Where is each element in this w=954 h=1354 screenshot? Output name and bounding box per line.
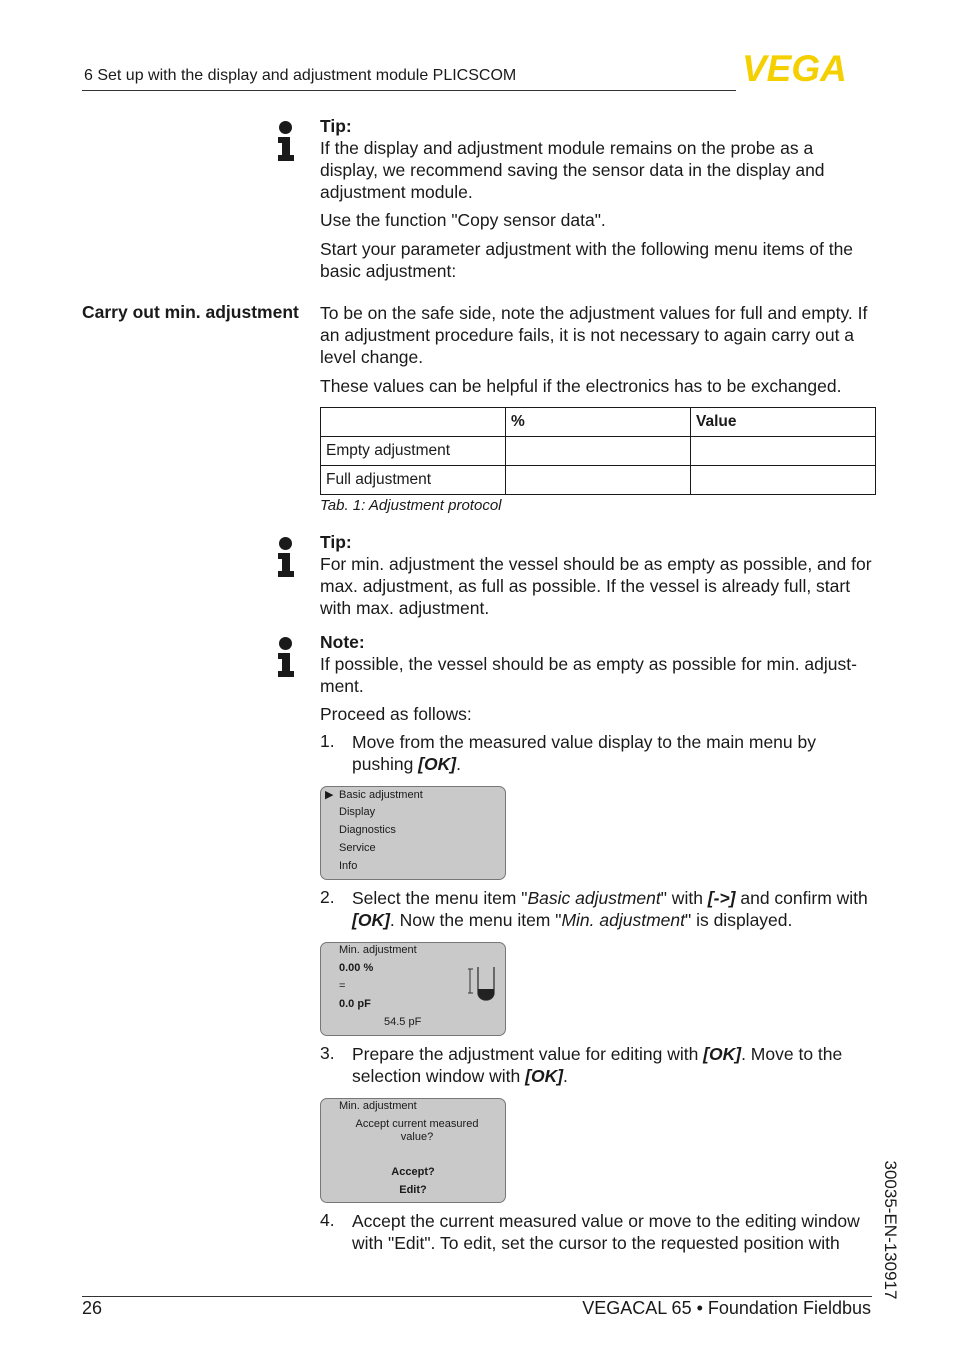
header-divider xyxy=(82,90,736,91)
lcd-accept-dialog xyxy=(320,1098,506,1203)
lcd-edit-option: Edit? xyxy=(399,1184,427,1196)
table-header-cell: Value xyxy=(691,408,876,437)
info-icon xyxy=(276,637,296,683)
vega-logo xyxy=(742,52,872,84)
lcd-menu-item: Basic adjustment xyxy=(339,789,423,801)
step-number: 4. xyxy=(320,1210,335,1230)
table-cell: Empty adjustment xyxy=(321,437,506,466)
tip-title: Tip: xyxy=(320,116,352,136)
lcd-menu-item: Service xyxy=(339,842,376,854)
table-header-cell xyxy=(321,408,506,437)
tip-text: For min. adjustment the vessel should be as empty as possible, and for max. adjustment, as full as possible. If the vessel is already full, start with max. adjustment. xyxy=(320,554,872,618)
tip-block-2 xyxy=(320,531,876,619)
lcd-menu-item: Diagnostics xyxy=(339,824,396,836)
lcd-percent-value: 0.00 % xyxy=(339,962,374,974)
footer-divider xyxy=(82,1296,872,1297)
tip-text: If the display and adjustment module remains on the probe as a display, we recommend saving the sensor data in the display and adjustment module. xyxy=(320,138,825,202)
side-label-min-adjustment: Carry out min. adjustment xyxy=(82,302,299,322)
proceed-text: Proceed as follows: xyxy=(320,704,472,724)
vessel-level-icon xyxy=(467,963,495,1003)
table-header-row xyxy=(321,408,876,437)
step-4-text: Accept the current measured value or move to the editing window with "Edit". To edit, set the cursor to the requested position with xyxy=(352,1211,860,1253)
menu-pointer-icon: ▶ xyxy=(325,789,334,801)
lcd-accept-option: Accept? xyxy=(391,1166,435,1178)
page-number: 26 xyxy=(82,1298,103,1318)
step-number: 3. xyxy=(320,1043,335,1063)
lcd-title: Min. adjustment xyxy=(339,1100,417,1112)
min-adjust-paragraph-1: To be on the safe side, note the adjustment values for full and empty. If an adjustment procedure fails, it is not necessary to again carry out a level change. xyxy=(320,303,868,367)
lcd-min-adjustment xyxy=(320,942,506,1036)
tip-title: Tip: xyxy=(320,532,352,552)
lcd-menu-item: Info xyxy=(339,860,358,872)
info-icon xyxy=(276,121,296,167)
table-cell xyxy=(506,437,691,466)
step-number: 1. xyxy=(320,731,335,751)
lcd-main-menu xyxy=(320,786,506,880)
table-header-cell: % xyxy=(506,408,691,437)
info-icon xyxy=(276,537,296,583)
adjustment-protocol-table xyxy=(320,407,876,495)
lcd-question: Accept current measured value? xyxy=(355,1118,479,1143)
lcd-pf-value: 0.0 pF xyxy=(339,998,371,1010)
note-title: Note: xyxy=(320,632,365,652)
lcd-menu-item: Display xyxy=(339,806,376,818)
table-cell xyxy=(691,466,876,495)
table-cell: Full adjustment xyxy=(321,466,506,495)
min-adjust-text xyxy=(320,302,876,397)
table-row xyxy=(321,466,876,495)
step-1-text: Move from the measured value display to the main menu by pushing [OK]. xyxy=(352,732,816,774)
section-header: 6 Set up with the display and adjustment module PLICSCOM xyxy=(84,67,517,84)
lcd-measured-value: 54.5 pF xyxy=(384,1016,422,1028)
step-3-text: Prepare the adjustment value for editing with [OK]. Move to the selection window with [OK]. xyxy=(352,1044,843,1086)
table-cell xyxy=(506,466,691,495)
note-text: If possible, the vessel should be as empty as possible for min. adjust-ment. xyxy=(320,654,857,696)
lcd-title: Min. adjustment xyxy=(339,944,417,956)
lcd-equals: = xyxy=(339,980,346,992)
tip-text-3: Start your parameter adjustment with the following menu items of the basic adjustment: xyxy=(320,239,854,281)
tip-text-2: Use the function "Copy sensor data". xyxy=(320,210,606,230)
step-2-text: Select the menu item "Basic adjustment" with [->] and confirm with [OK]. Now the menu item "Min. adjustment" is displayed. xyxy=(352,888,868,930)
footer-title: VEGACAL 65 • Foundation Fieldbus xyxy=(582,1298,871,1318)
table-caption: Tab. 1: Adjustment protocol xyxy=(320,497,502,514)
svg-text:VEGA: VEGA xyxy=(742,52,847,84)
table-row xyxy=(321,437,876,466)
tip-block-1 xyxy=(320,115,876,282)
document-number: 30035-EN-130917 xyxy=(881,1160,900,1300)
min-adjust-paragraph-2: These values can be helpful if the electronics has to be exchanged. xyxy=(320,376,842,396)
note-block xyxy=(320,631,876,725)
table-cell xyxy=(691,437,876,466)
step-number: 2. xyxy=(320,887,335,907)
